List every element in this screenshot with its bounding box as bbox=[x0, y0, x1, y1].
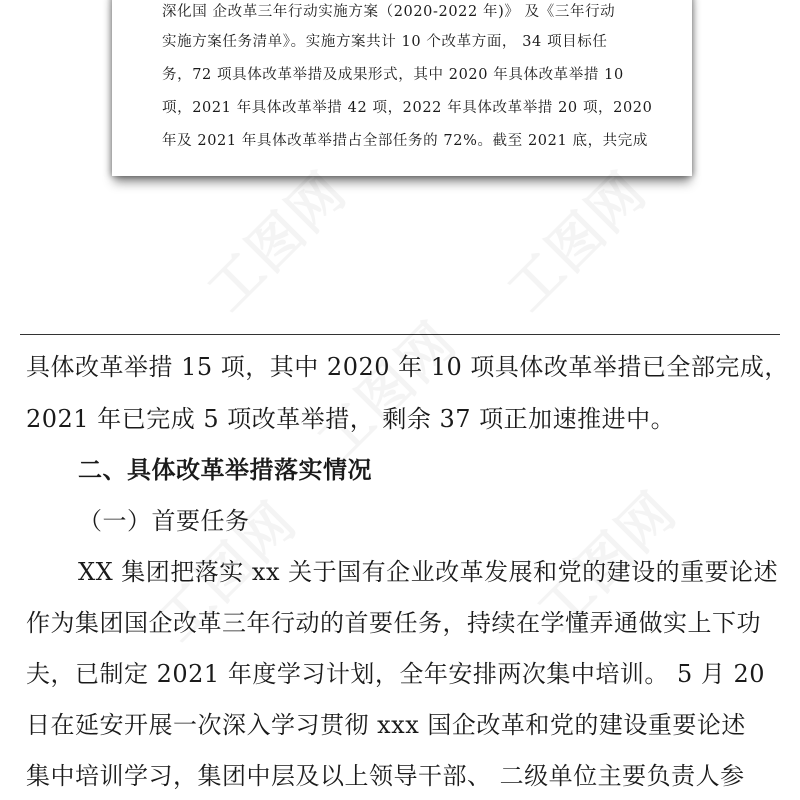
section-heading: 二、具体改革举措落实情况 bbox=[78, 456, 372, 484]
card-text-line: 实施方案任务清单》。实施方案共计 10 个改革方面， 34 项目标任 bbox=[162, 34, 608, 50]
watermark-logo bbox=[487, 152, 660, 325]
subsection-heading: （一）首要任务 bbox=[78, 507, 250, 535]
body-text-line: XX 集团把落实 xx 关于国有企业改革发展和党的建设的重要论述 bbox=[78, 558, 779, 586]
page-divider bbox=[20, 334, 780, 335]
card-text-line: 项，2021 年具体改革举措 42 项，2022 年具体改革举措 20 项，2020 bbox=[162, 100, 653, 116]
body-text-line: 2021 年已完成 5 项改革举措， 剩余 37 项正加速推进中。 bbox=[26, 405, 676, 433]
body-text-line: 夫，已制定 2021 年度学习计划，全年安排两次集中培训。 5 月 20 bbox=[26, 660, 766, 688]
card-text-line: 深化国 企改革三年行动实施方案（2020-2022 年)》 及《三年行动 bbox=[162, 4, 616, 20]
scanned-page-card bbox=[112, 0, 692, 176]
body-text-line: 日在延安开展一次深入学习贯彻 xxx 国企改革和党的建设重要论述 bbox=[26, 711, 746, 739]
watermark-logo bbox=[187, 152, 360, 325]
body-text-line: 作为集团国企改革三年行动的首要任务，持续在学懂弄通做实上下功 bbox=[26, 609, 761, 637]
card-text-line: 年及 2021 年具体改革举措占全部任务的 72%。截至 2021 底，共完成 bbox=[162, 133, 648, 149]
body-text-line: 集中培训学习，集团中层及以上领导干部、 二级单位主要负责人参 bbox=[26, 762, 745, 790]
body-text-line: 具体改革举措 15 项，其中 2020 年 10 项具体改革举措已全部完成， bbox=[26, 353, 789, 381]
card-text-line: 务，72 项具体改革举措及成果形式，其中 2020 年具体改革举措 10 bbox=[162, 67, 624, 83]
watermark-logo bbox=[297, 302, 470, 475]
